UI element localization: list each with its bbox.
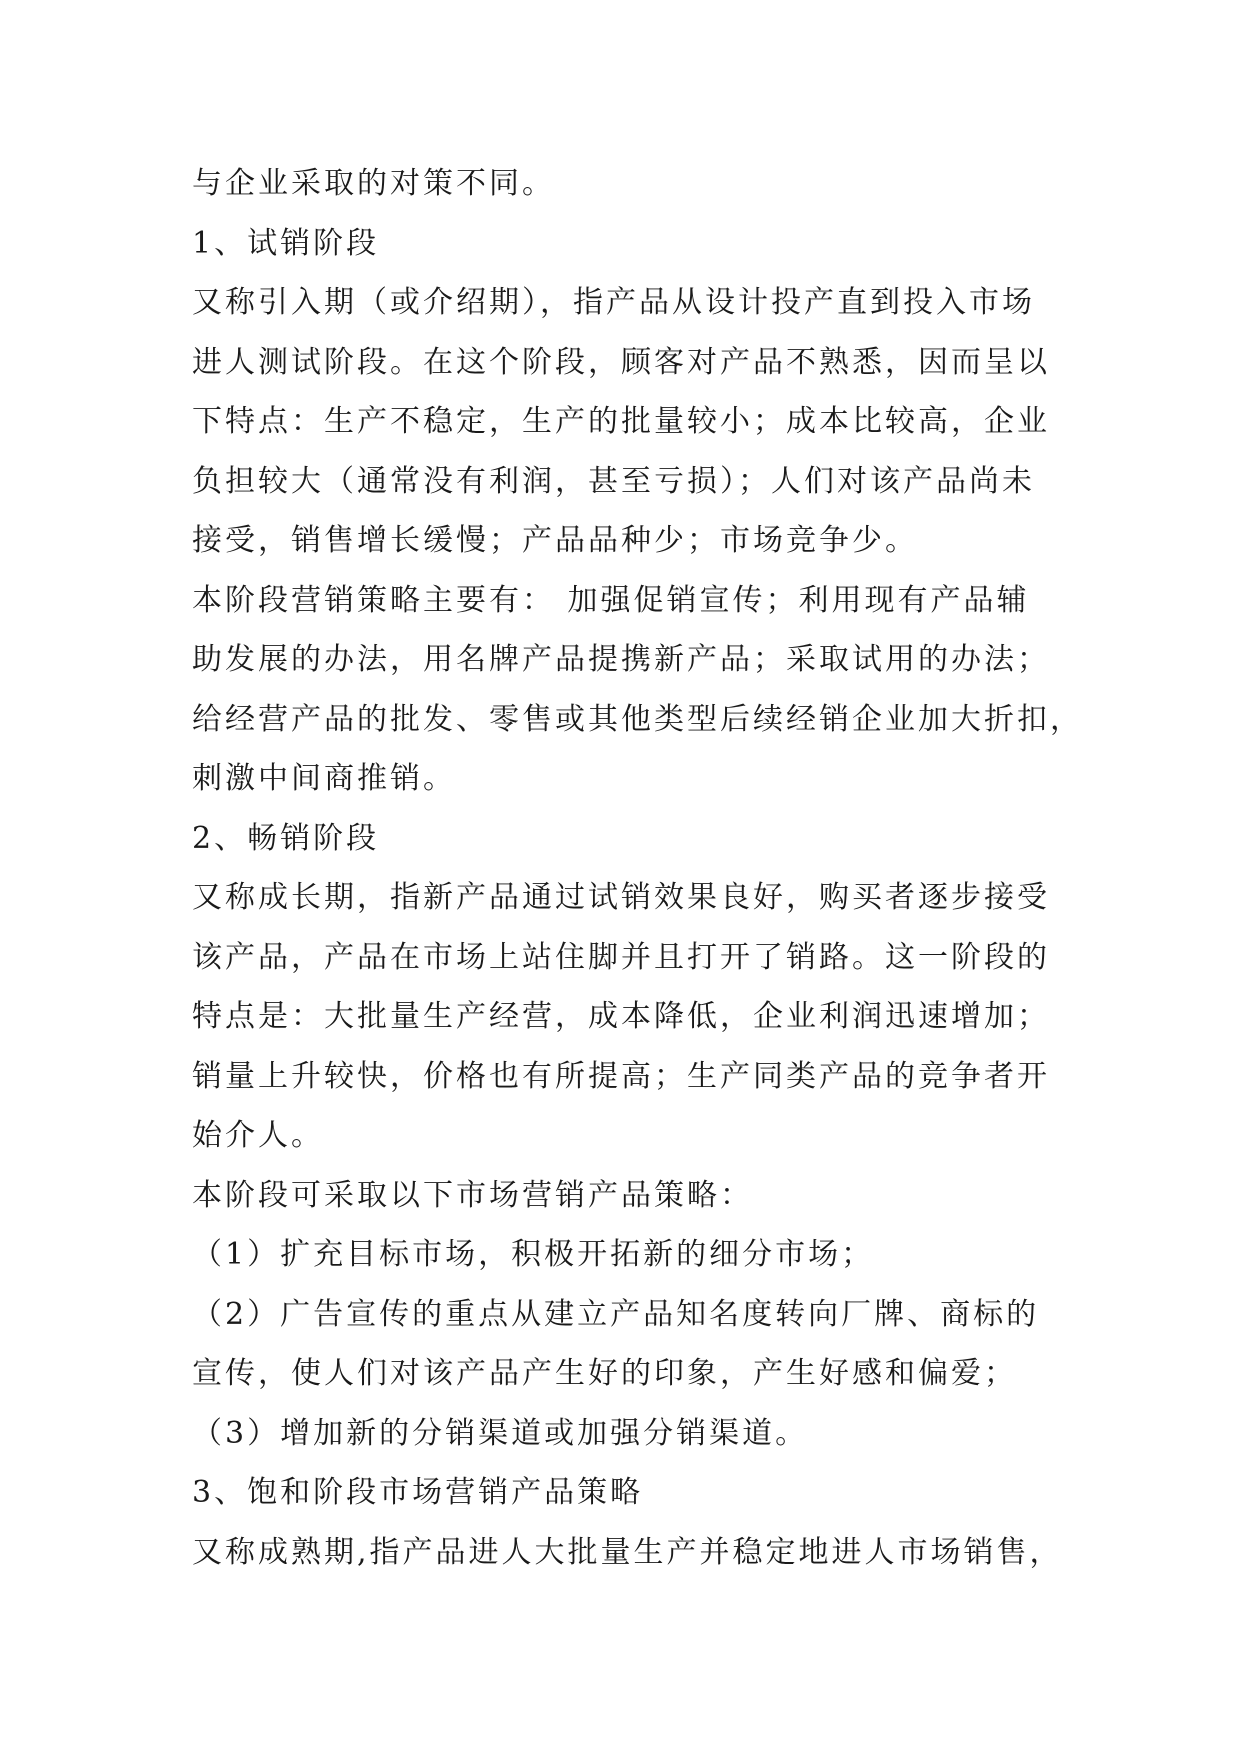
text-line: 助发展的办法，用名牌产品提携新产品；采取试用的办法； [192, 642, 1050, 677]
text-line: 下特点：生产不稳定，生产的批量较小；成本比较高，企业 [192, 404, 1050, 439]
section-heading: 1、试销阶段 [192, 225, 380, 261]
text-line: 刺激中间商推销。 [192, 761, 456, 796]
text-line: 始介人。 [192, 1118, 324, 1153]
list-item: （3）增加新的分销渠道或加强分销渠道。 [192, 1415, 809, 1451]
text-line: 又称成长期，指新产品通过试销效果良好，购买者逐步接受 [192, 880, 1050, 915]
text-line: 负担较大（通常没有利润，甚至亏损）；人们对该产品尚未 [192, 463, 1035, 499]
text-line: 宣传，使人们对该产品产生好的印象，产生好感和偏爱； [192, 1356, 1017, 1391]
document-body [192, 154, 1083, 1582]
text-line: 特点是：大批量生产经营，成本降低，企业利润迅速增加； [192, 999, 1050, 1034]
section-heading: 3、饱和阶段市场营销产品策略 [192, 1475, 644, 1510]
text-line: 进人测试阶段。在这个阶段，顾客对产品不熟悉，因而呈以 [192, 344, 1050, 380]
text-line: 销量上升较快，价格也有所提高；生产同类产品的竞争者开 [192, 1058, 1050, 1094]
text-line: 又称成熟期,指产品进人大批量生产并稳定地进人市场销售， [192, 1534, 1063, 1570]
list-item: （2）广告宣传的重点从建立产品知名度转向厂牌、商标的 [192, 1296, 1040, 1332]
section-heading: 2、畅销阶段 [192, 820, 380, 856]
text-line: 本阶段可采取以下市场营销产品策略： [192, 1177, 753, 1213]
list-item: （1）扩充目标市场，积极开拓新的细分市场； [192, 1237, 875, 1272]
text-line: 接受，销售增长缓慢；产品品种少；市场竞争少。 [192, 523, 918, 558]
text-line: 给经营产品的批发、零售或其他类型后续经销企业加大折扣， [192, 701, 1083, 737]
text-line: 该产品，产品在市场上站住脚并且打开了销路。这一阶段的 [192, 939, 1050, 975]
text-line: 与企业采取的对策不同。 [192, 166, 555, 201]
text-line: 本阶段营销策略主要有： 加强促销宣传；利用现有产品辅 [192, 582, 1030, 618]
text-line: 又称引入期（或介绍期），指产品从设计投产直到投入市场 [192, 285, 1035, 320]
